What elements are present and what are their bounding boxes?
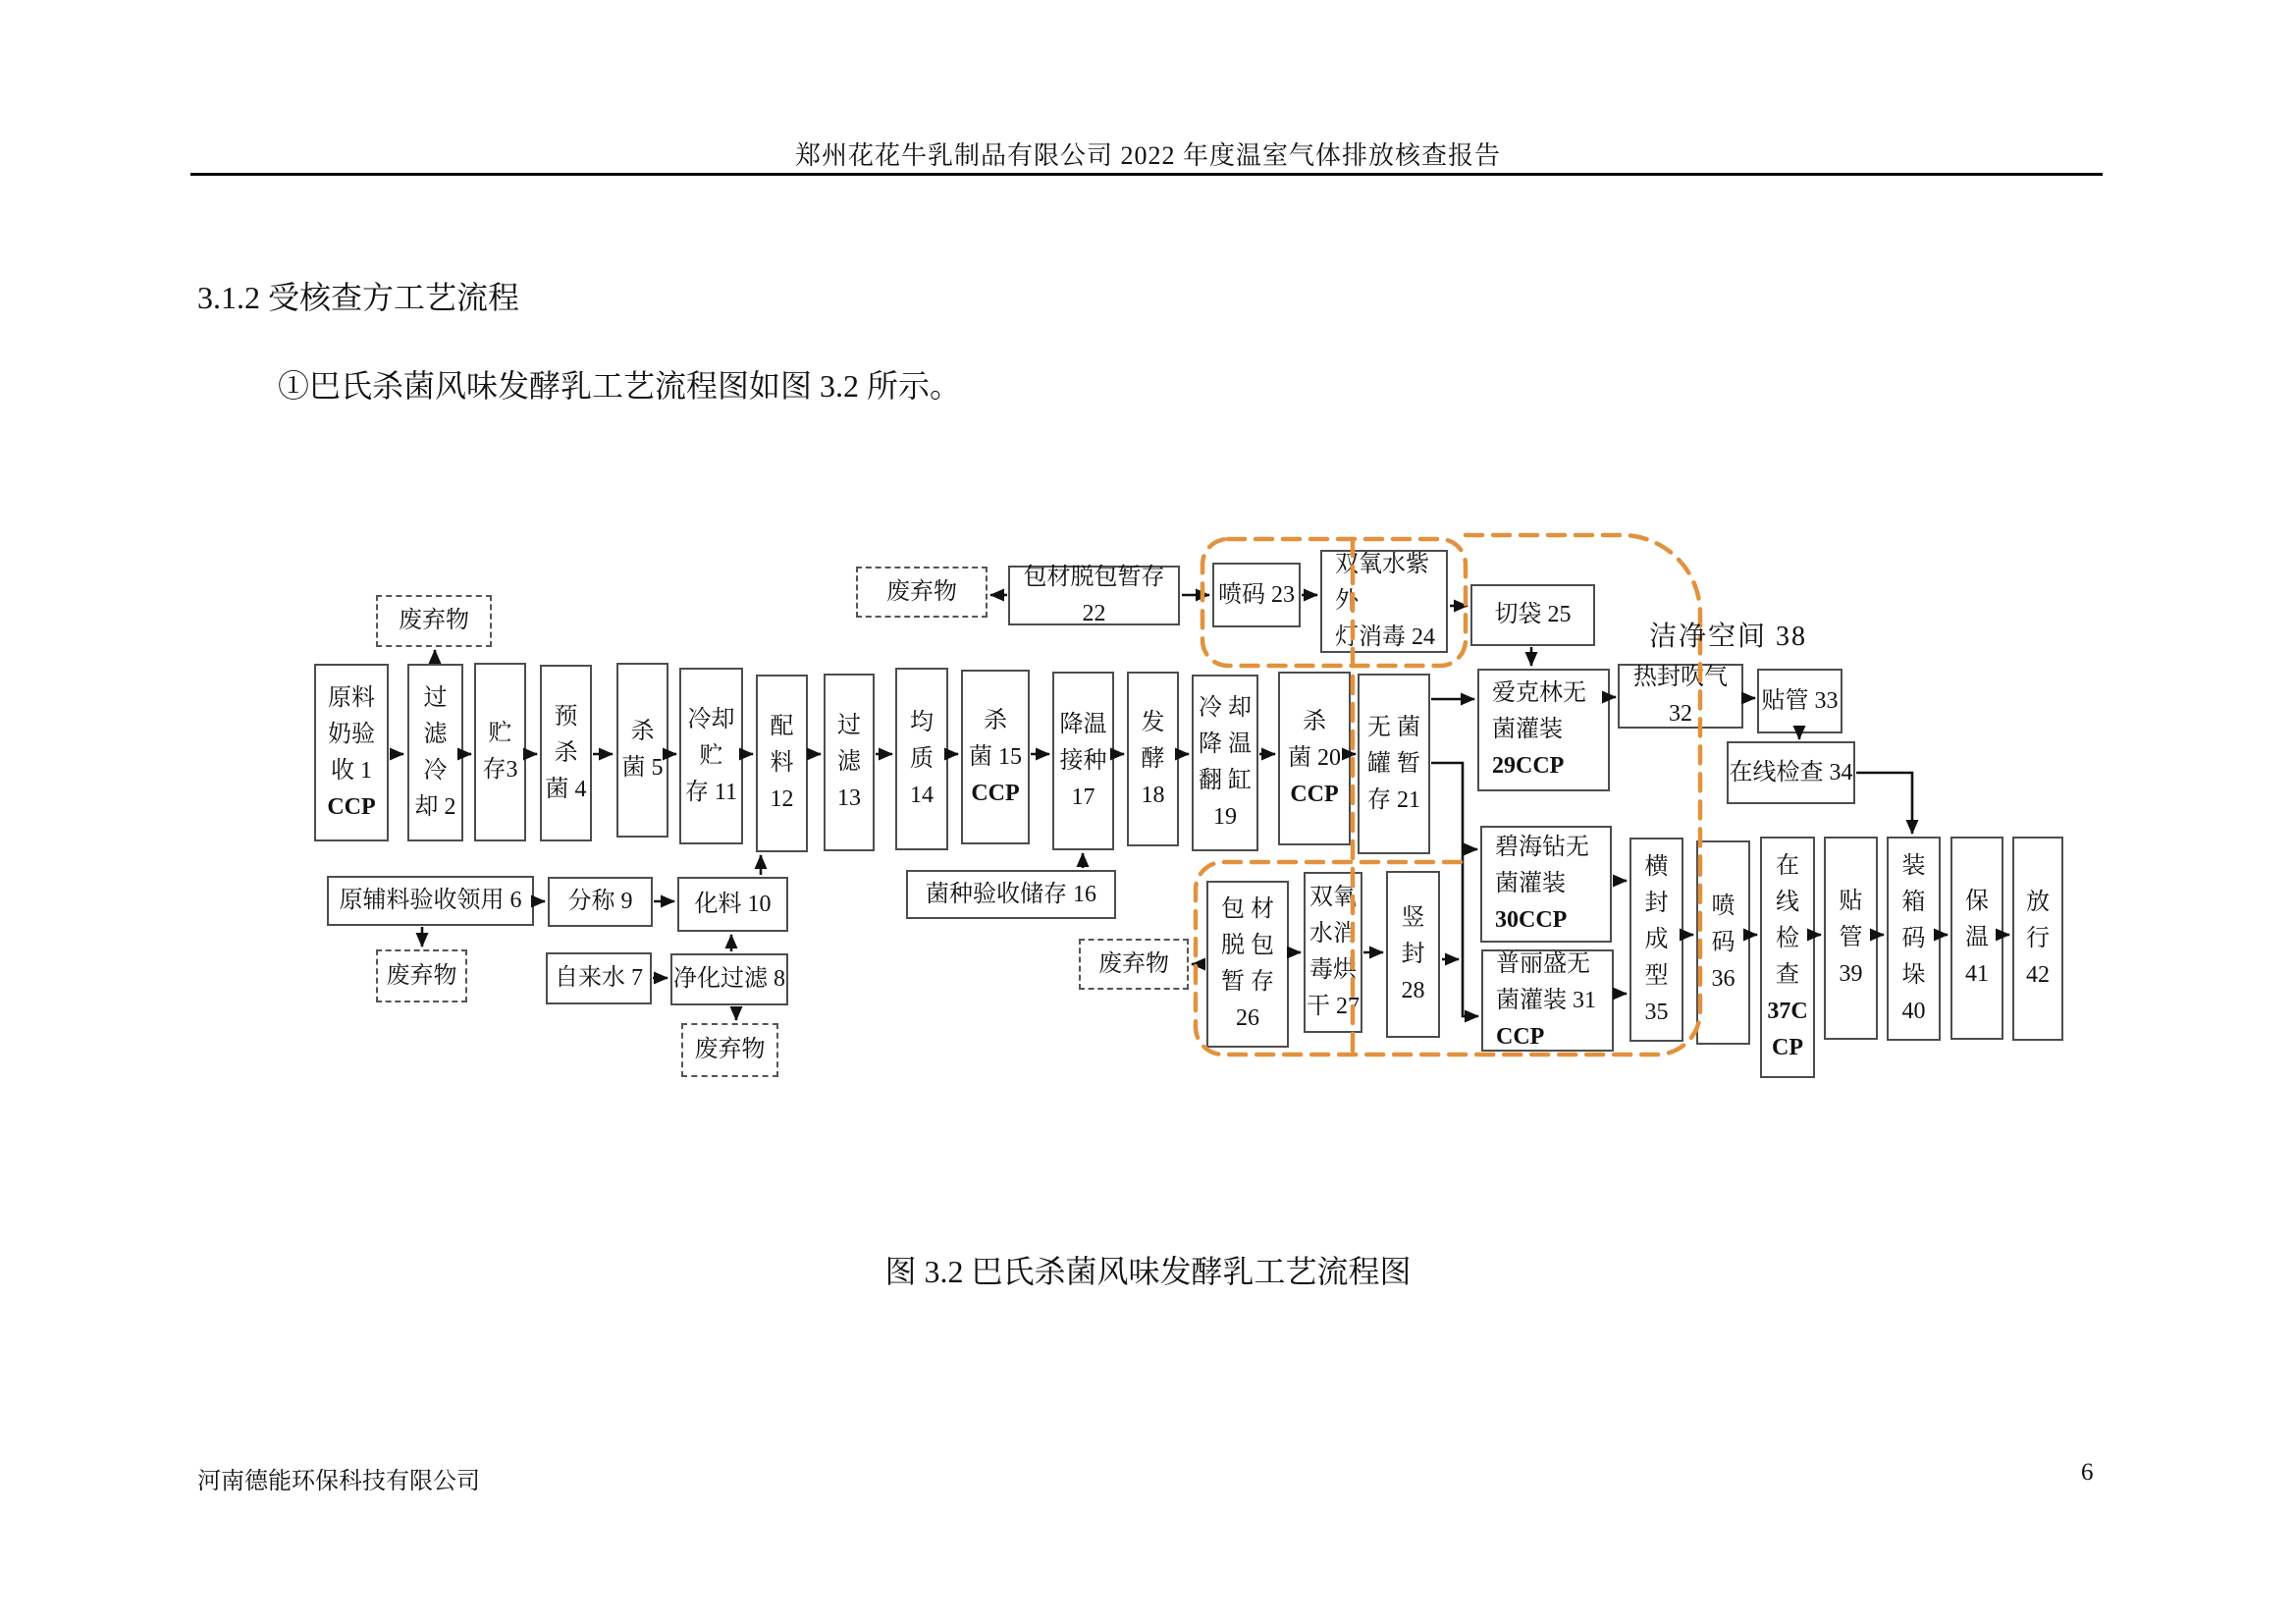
process-box-label: 净化过滤 8 [673,966,785,992]
process-box-31 [1481,949,1614,1052]
process-box-label: 罐 暂 [1367,750,1420,777]
process-box-label: 杀 [630,719,655,744]
process-box-label: 质 [910,745,934,772]
process-box-label: 19 [1213,804,1237,830]
process-box-label: 垛 [1901,961,1926,988]
process-box-33 [1757,669,1842,733]
process-box-label: 废弃物 [399,608,469,633]
process-box-label: 翻 缸 [1199,768,1252,793]
waste-box [1079,939,1189,990]
process-box-label: 成 [1644,926,1669,952]
process-box-label: 配 [770,714,794,739]
process-box-label: 12 [770,786,794,812]
process-box-label: 双氧 [1309,885,1357,910]
process-box-17 [1052,672,1114,850]
process-box-label: 碧海钻无 [1495,835,1589,860]
process-box-18 [1127,672,1179,846]
process-box-label: 冷 却 [1199,695,1252,721]
process-box-30 [1480,826,1612,943]
process-box-label: 35 [1644,999,1669,1025]
process-box-8 [670,953,788,1005]
process-box-label: 菌 4 [545,776,587,802]
process-box-label: 横 [1644,853,1669,880]
process-box-label: 13 [837,785,861,811]
process-box-label: 水消 [1309,921,1357,947]
process-box-15 [961,670,1030,844]
process-box-label: 管 [1839,925,1863,950]
process-box-label: 原辅料验收领用 6 [339,888,522,913]
process-box-label: 型 [1644,962,1669,989]
process-box-label: 39 [1839,961,1863,987]
process-box-label: 均 [910,709,934,735]
process-box-2 [407,664,463,841]
page-header-title: 郑州花花牛乳制品有限公司 2022 年度温室气体排放核查报告 [794,141,1501,170]
process-box-9 [548,877,653,927]
process-box-label: CCP [971,780,1020,806]
process-box-6 [327,876,534,926]
process-box-39 [1824,837,1878,1040]
process-box-label: 37C [1767,999,1808,1024]
process-box-label: 菌 15 [969,743,1022,770]
process-box-label: 滤 [837,749,861,775]
process-box-14 [895,668,948,850]
process-box-label: 无 菌 [1367,714,1420,740]
waste-box [681,1023,778,1077]
process-box-label: 在线检查 34 [1729,759,1853,785]
process-box-label: CP [1772,1035,1803,1060]
process-box-label: 接种 [1059,747,1107,774]
process-box-label: 奶验 [328,721,375,747]
waste-box [376,949,467,1002]
process-box-label: 酵 [1141,745,1165,772]
process-box-label: 菌灌装 31 [1496,987,1596,1013]
process-box-16 [906,870,1116,919]
process-box-27 [1304,872,1362,1033]
process-box-1 [314,664,389,841]
intro-paragraph: ①巴氏杀菌风味发酵乳工艺流程图如图 3.2 所示。 [278,368,962,404]
process-box-label: 暂 存 [1221,969,1274,995]
process-box-label: 竖 [1401,904,1425,931]
process-box-24 [1320,550,1448,653]
process-box-label: 自来水 7 [555,965,643,991]
process-box-label: 预 [554,703,578,730]
process-box-label: CCP [1290,782,1339,807]
process-box-label: 放 [2026,889,2050,915]
process-box-label: 菌灌装 [1495,871,1566,896]
process-box-label: 冷 [423,757,448,784]
process-box-label: 废弃物 [386,962,457,989]
process-box-26 [1206,881,1289,1048]
process-box-28 [1386,871,1440,1038]
process-box-label: 化料 10 [694,891,772,917]
process-box-label: 温 [1965,925,1989,950]
process-box-label: 29CCP [1492,753,1565,779]
process-box-label: 原料 [328,684,375,711]
process-box-22 [1008,566,1180,625]
process-box-label: 普丽盛无 [1496,950,1590,977]
process-box-label: 双氧水紫外 [1335,552,1429,614]
process-box-label: 贮 [699,742,723,769]
process-box-40 [1887,837,1941,1041]
process-box-23 [1212,563,1301,627]
process-box-label: 热封吹气 32 [1633,665,1728,727]
process-box-label: 28 [1401,977,1425,1003]
process-box-label: 查 [1776,962,1799,988]
process-box-label: 贴管 33 [1761,687,1839,714]
process-box-label: CCP [327,793,376,820]
process-box-label: 保 [1965,889,1989,914]
process-box-41 [1950,837,2003,1040]
process-box-21 [1358,674,1430,854]
process-box-label: 却 2 [414,793,456,820]
process-box-label: 42 [2026,961,2050,988]
process-box-20 [1278,672,1351,845]
process-box-42 [2012,837,2063,1041]
process-box-label: 冷却 [687,706,735,732]
process-box-label: 41 [1965,961,1989,987]
page-number: 6 [2081,1459,2094,1486]
process-box-label: 14 [910,782,934,808]
process-box-4 [540,665,592,841]
process-box-label: 干 27 [1307,994,1360,1019]
process-box-10 [677,877,788,932]
process-box-7 [546,952,652,1004]
process-box-label: 26 [1236,1005,1259,1031]
process-box-36 [1696,840,1750,1045]
process-box-label: 爱克林无 [1492,680,1586,706]
process-box-label: 17 [1071,784,1095,810]
process-box-label: 降 温 [1199,731,1252,757]
process-box-label: 料 [770,750,794,776]
process-box-34 [1727,741,1855,804]
process-box-label: 分称 9 [567,889,633,914]
process-box-label: 菌灌装 [1492,717,1563,742]
process-box-label: 收 1 [331,757,372,784]
process-box-label: 包材脱包暂存 22 [1023,564,1165,626]
process-box-label: 杀 [554,739,578,766]
process-box-label: 喷码 23 [1218,581,1295,608]
process-box-5 [616,663,668,838]
process-box-label: 存 21 [1367,786,1420,813]
process-box-label: 检 [1776,926,1799,951]
figure-caption: 图 3.2 巴氏杀菌风味发酵乳工艺流程图 [884,1254,1412,1289]
process-box-label: 废弃物 [1098,950,1169,977]
process-box-label: 过 [423,684,448,711]
process-box-35 [1629,838,1683,1042]
process-box-label: 过 [837,713,861,738]
process-box-label: 包 材 [1221,896,1274,922]
process-box-label: 封 [1644,890,1669,916]
process-box-label: 菌 20 [1288,745,1341,771]
process-box-label: 喷 [1711,893,1735,919]
process-box-3 [474,663,526,841]
process-box-32 [1618,664,1743,729]
process-box-label: 存3 [482,757,518,783]
process-box-label: 切袋 25 [1494,602,1572,627]
process-box-label: 行 [2026,925,2050,951]
process-box-11 [679,668,743,844]
process-box-label: 18 [1141,782,1165,808]
process-box-label: 滤 [423,721,448,747]
process-box-label: 装 [1901,852,1926,879]
process-box-25 [1470,584,1595,646]
process-box-label: 线 [1776,890,1799,915]
waste-box [856,567,988,618]
process-box-label: 箱 [1901,889,1926,915]
footer-company: 河南德能环保科技有限公司 [197,1469,480,1494]
process-box-label: 存 11 [684,779,738,805]
process-box-label: 发 [1141,709,1165,735]
clean-space-label: 洁净空间 38 [1649,622,1808,652]
process-box-label: 菌 5 [621,755,664,781]
process-box-label: 灯消毒 24 [1335,624,1435,650]
process-box-label: 在 [1776,853,1799,879]
waste-box [376,595,492,647]
process-box-12 [756,675,808,852]
process-box-label: 杀 [1303,709,1326,734]
process-box-label: 30CCP [1495,907,1568,933]
process-box-label: 菌种验收储存 16 [926,881,1096,907]
process-box-label: 杀 [984,707,1007,733]
process-box-label: 废弃物 [886,578,957,605]
process-box-label: 码 [1711,929,1735,955]
section-heading: 3.1.2 受核查方工艺流程 [197,280,520,315]
process-box-label: 40 [1901,998,1926,1024]
process-box-label: 贴 [1839,889,1863,914]
process-box-label: 降温 [1059,711,1107,737]
process-box-label: 封 [1401,941,1425,967]
process-box-19 [1192,675,1258,851]
process-box-label: 码 [1901,925,1926,951]
process-box-13 [824,674,875,851]
process-box-label: 脱 包 [1221,933,1274,958]
process-box-label: 毒烘 [1309,957,1357,983]
process-box-label: CCP [1496,1023,1545,1050]
process-box-label: 废弃物 [694,1037,766,1062]
process-box-29 [1477,669,1610,791]
process-box-label: 贮 [488,721,512,746]
process-box-37 [1760,837,1815,1078]
process-box-label: 36 [1711,965,1735,992]
